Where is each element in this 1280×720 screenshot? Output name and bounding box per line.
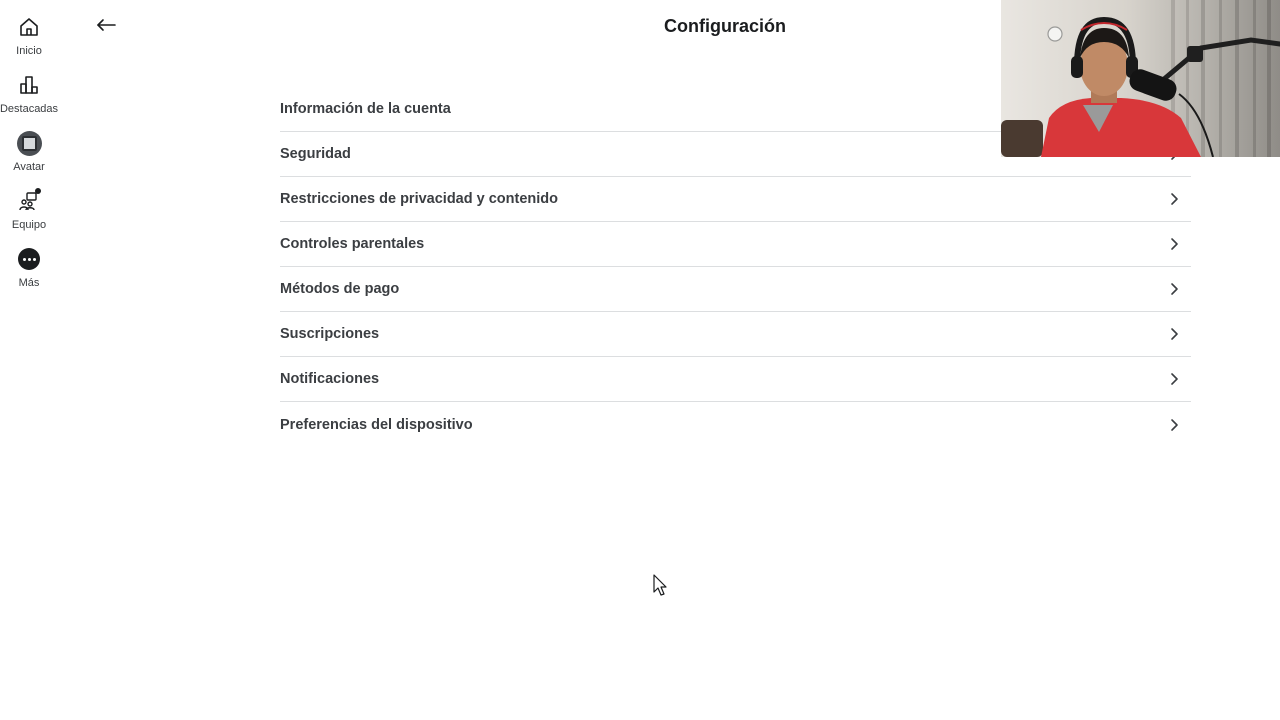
settings-item-label: Suscripciones [280, 326, 380, 342]
chart-icon [16, 72, 42, 98]
sidebar-item-mas[interactable] [0, 246, 58, 296]
group-icon [16, 188, 42, 214]
settings-item-label: Restricciones de privacidad y contenido [280, 191, 558, 207]
settings-item-label: Preferencias del dispositivo [280, 416, 473, 433]
settings-item-notificaciones[interactable] [280, 357, 1191, 402]
chevron-right-icon [1167, 372, 1181, 386]
chevron-right-icon [1167, 282, 1181, 296]
page-title: Configuración [664, 16, 786, 36]
sidebar-item-avatar[interactable] [0, 130, 58, 180]
chevron-right-icon [1167, 327, 1181, 341]
sidebar-item-label: Avatar [13, 161, 45, 173]
settings-item-label: Controles parentales [280, 236, 425, 252]
settings-item-controles-parentales[interactable] [280, 222, 1191, 267]
sidebar-item-destacadas[interactable] [0, 72, 58, 122]
avatar-icon [16, 130, 42, 156]
mouse-cursor-icon [653, 574, 669, 598]
more-icon [16, 246, 42, 272]
chevron-right-icon [1167, 418, 1181, 432]
settings-item-preferencias-dispositivo[interactable] [280, 402, 1191, 447]
sidebar [0, 0, 58, 720]
chevron-right-icon [1167, 237, 1181, 251]
sidebar-item-equipo[interactable] [0, 188, 58, 238]
webcam-overlay [1001, 0, 1280, 157]
settings-item-label: Seguridad [280, 146, 351, 162]
settings-item-metodos-pago[interactable] [280, 267, 1191, 312]
settings-item-suscripciones[interactable] [280, 312, 1191, 357]
sidebar-item-label: Destacadas [0, 103, 59, 115]
settings-item-label: Información de la cuenta [280, 101, 451, 117]
sidebar-item-label: Equipo [11, 219, 47, 231]
sidebar-item-label: Inicio [16, 45, 42, 57]
notification-dot [35, 188, 41, 194]
sidebar-item-label: Más [18, 277, 40, 289]
webcam-person-image [1001, 0, 1280, 157]
settings-item-label: Notificaciones [280, 371, 380, 387]
settings-item-restricciones[interactable] [280, 177, 1191, 222]
chevron-right-icon [1167, 192, 1181, 206]
avatar [17, 131, 42, 156]
settings-item-label: Métodos de pago [280, 281, 400, 297]
